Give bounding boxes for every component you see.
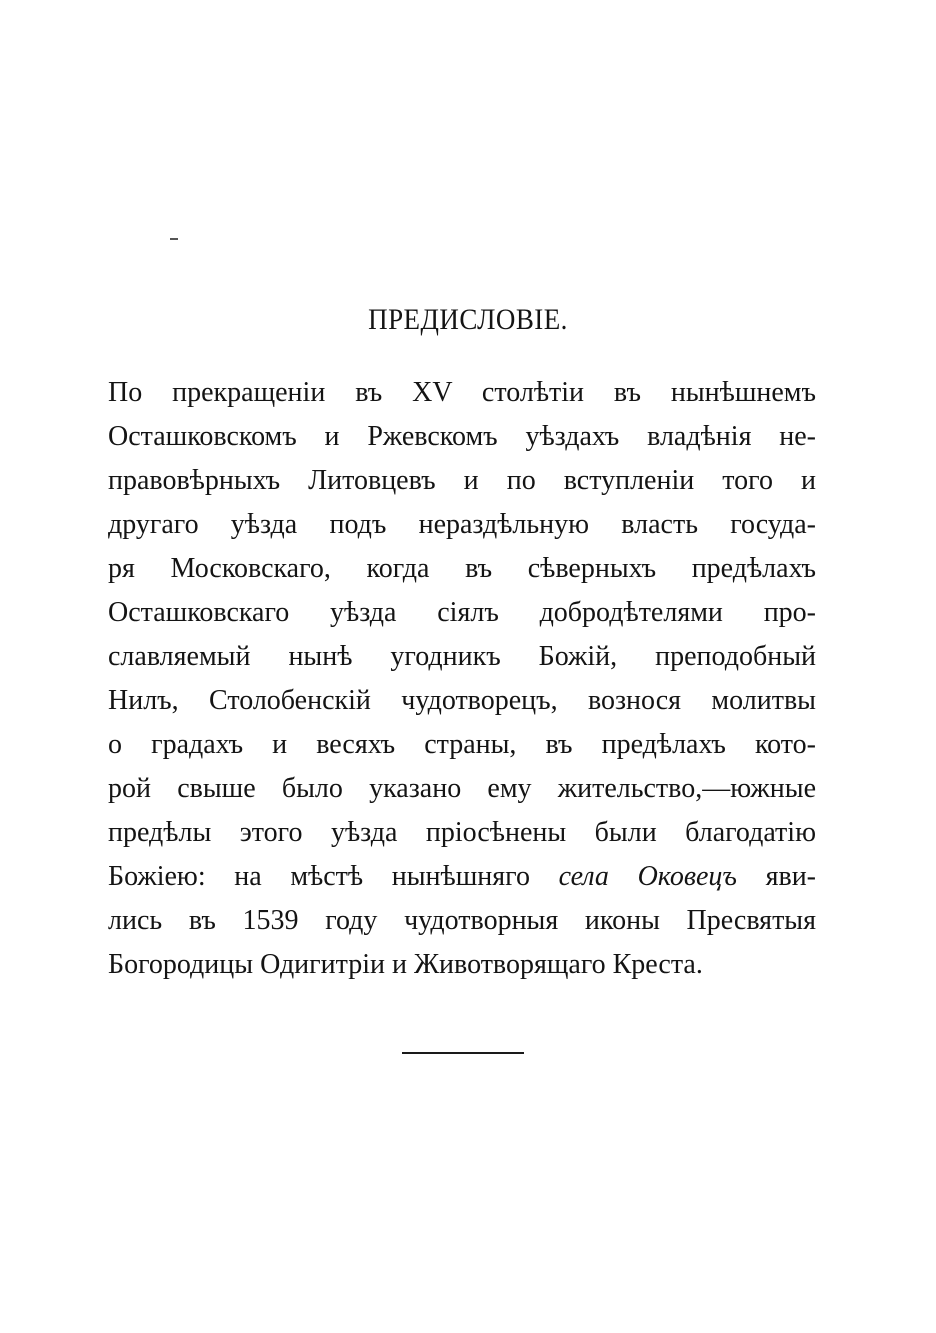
text-line: Осташковскомъ и Ржевскомъ уѣздахъ владѣнія не- <box>108 421 816 452</box>
ink-speck <box>170 238 178 240</box>
text-line: Нилъ, Столобенскій чудотворецъ, вознося молитвы <box>108 685 816 716</box>
text-line: ря Московскаго, когда въ сѣверныхъ предѣлахъ <box>108 553 816 584</box>
text-line: о градахъ и весяхъ страны, въ предѣлахъ кото- <box>108 729 816 760</box>
text-segment: Божіею: на мѣстѣ нынѣшняго <box>108 861 559 892</box>
preface-body <box>108 371 816 987</box>
text-line: Осташковскаго уѣзда сіялъ добродѣтелями про- <box>108 597 816 628</box>
page-title: ПРЕДИСЛОВІЕ. <box>368 303 568 336</box>
italic-place-name: села Оковецъ <box>558 861 737 892</box>
text-line: правовѣрныхъ Литовцевъ и по вступленіи того и <box>108 465 816 496</box>
text-line: рой свыше было указано ему жительство,—южные <box>108 773 816 804</box>
text-line: лись въ 1539 году чудотворныя иконы Пресвятыя <box>108 905 816 936</box>
text-line: славляемый нынѣ угодникъ Божій, преподобный <box>108 641 816 672</box>
text-line: По прекращеніи въ XV столѣтіи въ нынѣшнемъ <box>108 377 816 408</box>
text-line: другаго уѣзда подъ нераздѣльную власть госуда- <box>108 509 816 540</box>
text-line-with-italic <box>108 855 816 899</box>
text-line-last: Богородицы Одигитріи и Животворящаго Креста. <box>108 949 703 980</box>
closing-rule <box>402 1052 524 1054</box>
text-line: предѣлы этого уѣзда пріосѣнены были благодатію <box>108 817 816 848</box>
text-segment: яви- <box>736 861 816 892</box>
